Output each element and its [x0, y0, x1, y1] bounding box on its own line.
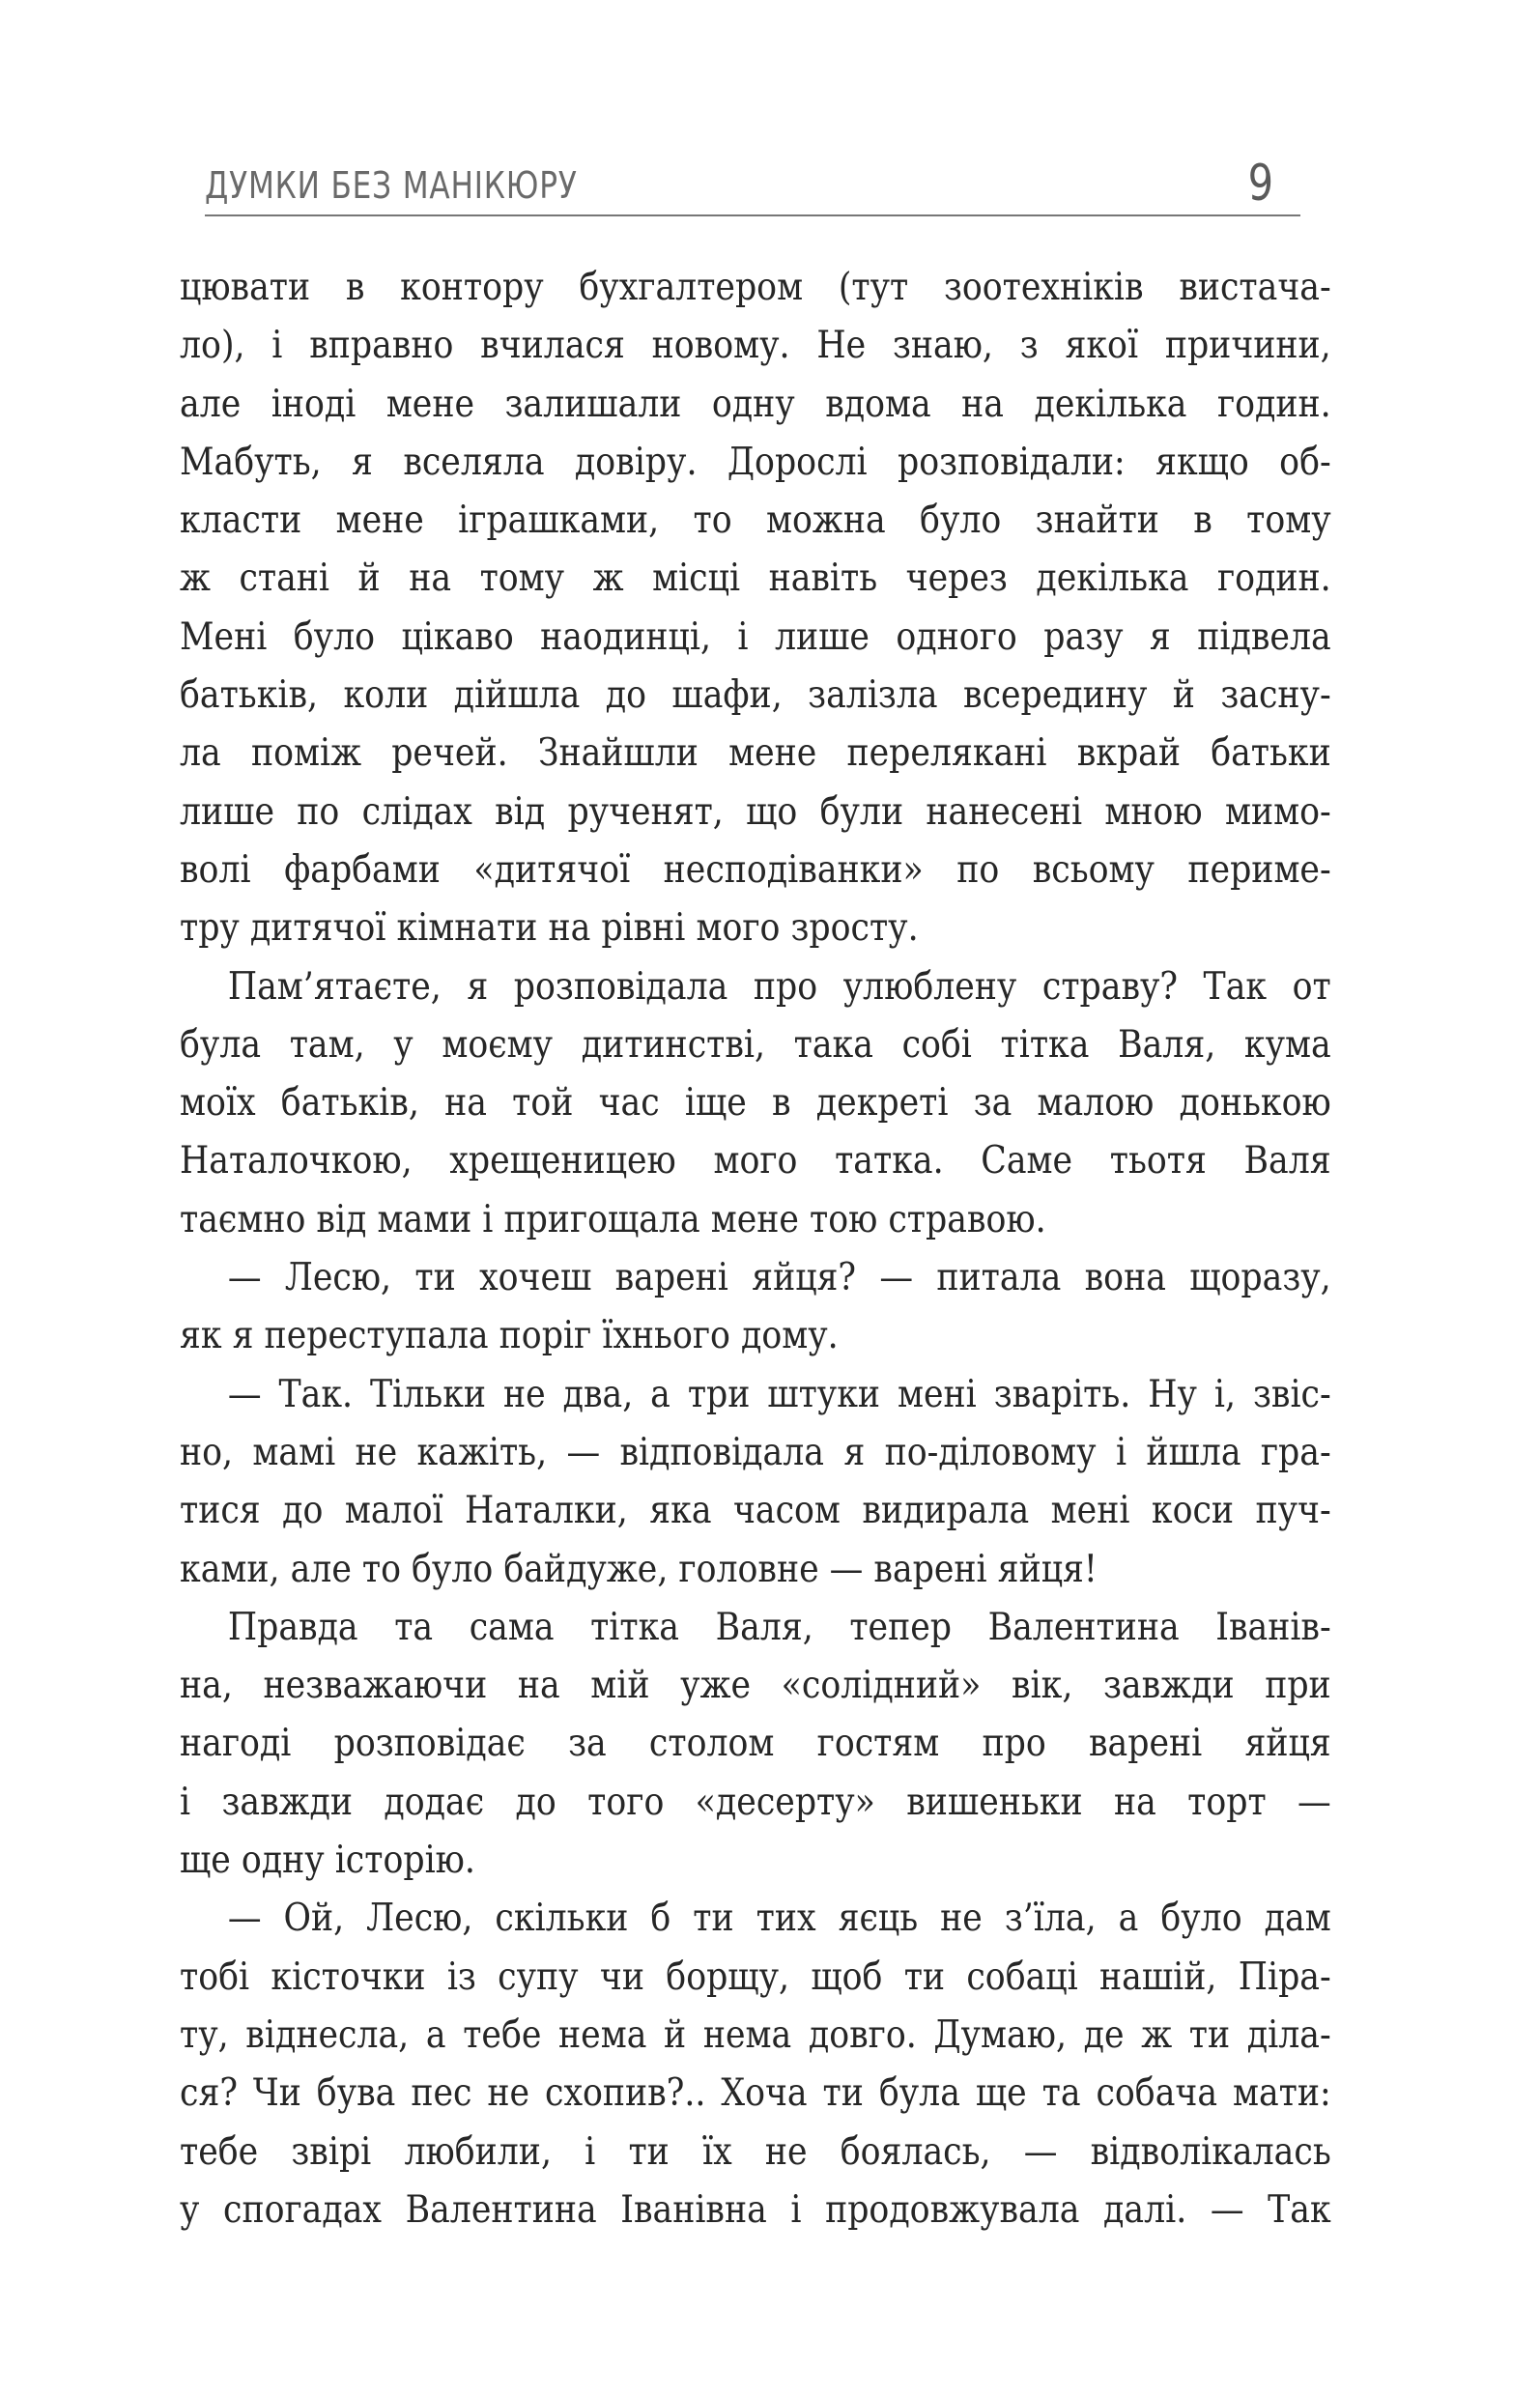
text-line: у спогадах Валентина Іванівна і продовжувала далі. — Так: [180, 2187, 1331, 2232]
text-line: Наталочкою, хрещеницею мого татка. Саме тьотя Валя: [180, 1139, 1331, 1184]
text-line: — Так. Тільки не два, а три штуки мені зваріть. Ну і, звіс-: [227, 1372, 1331, 1416]
running-header: [205, 155, 1300, 216]
text-line: ж стані й на тому ж місці навіть через декілька годин.: [180, 556, 1331, 601]
text-line: ками, але то було байдуже, головне — варені яйця!: [180, 1547, 1098, 1591]
text-line: на, незважаючи на мій уже «солідний» вік, завжди при: [180, 1664, 1331, 1708]
text-line: тися до малої Наталки, яка часом видирала мені коси пуч-: [180, 1489, 1331, 1533]
text-line: як я переступала поріг їхнього дому.: [180, 1314, 839, 1358]
text-line: цювати в контору бухгалтером (тут зоотехніків вистача-: [180, 266, 1331, 309]
text-line: тебе звірі любили, і ти їх не боялась, — відволікалась: [180, 2129, 1331, 2174]
text-line: — Лесю, ти хочеш варені яйця? — питала вона щоразу,: [227, 1256, 1331, 1300]
text-line: Правда та сама тітка Валя, тепер Валентина Іванів-: [227, 1605, 1331, 1649]
text-line: — Ой, Лесю, скільки б ти тих яєць не з’їла, а було дам: [227, 1897, 1331, 1941]
text-line: тру дитячої кімнати на рівні мого зросту.: [180, 906, 919, 951]
text-line: ся? Чи бува пес не схопив?.. Хоча ти була ще та собача мати:: [180, 2071, 1331, 2116]
text-line: таємно від мами і пригощала мене тою стравою.: [180, 1197, 1046, 1241]
header-rule: [205, 214, 1300, 216]
text-line: лише по слідах від рученят, що були нанесені мною мимо-: [180, 789, 1331, 834]
text-line: ще одну історію.: [180, 1839, 475, 1883]
text-line: моїх батьків, на той час іще в декреті за малою донькою: [180, 1081, 1331, 1126]
book-title: ДУМКИ БЕЗ МАНІКЮРУ: [205, 164, 578, 207]
text-line: ло), і вправно вчилася новому. Не знаю, з якої причини,: [180, 324, 1331, 368]
text-line: ла поміж речей. Знайшли мене перелякані вкрай батьки: [180, 731, 1331, 776]
text-line: тобі кісточки із супу чи борщу, щоб ти собаці нашій, Піра-: [180, 1954, 1331, 1999]
text-line: батьків, коли дійшла до шафи, залізла всередину й засну-: [180, 673, 1331, 718]
text-line: Пам’ятаєте, я розповідала про улюблену страву? Так от: [227, 964, 1331, 1009]
page-number: 9: [1247, 155, 1273, 213]
text-line: ту, віднесла, а тебе нема й нема довго. Думаю, де ж ти діла-: [180, 2012, 1331, 2057]
body-text: [180, 259, 1331, 2239]
text-line: і завжди додає до того «десерту» вишеньки на торт —: [180, 1780, 1331, 1824]
text-line: волі фарбами «дитячої несподіванки» по всьому периме-: [180, 847, 1331, 892]
text-line: Мені було цікаво наодинці, і лише одного разу я підвела: [180, 614, 1331, 659]
text-line: була там, у моєму дитинстві, така собі тітка Валя, кума: [180, 1022, 1331, 1067]
text-line: класти мене іграшками, то можна було знайти в тому: [180, 499, 1331, 543]
text-line: але іноді мене залишали одну вдома на декілька годин.: [180, 382, 1331, 426]
text-line: Мабуть, я вселяла довіру. Дорослі розповідали: якщо об-: [180, 440, 1331, 484]
text-line: но, мамі не кажіть, — відповідала я по-діловому і йшла гра-: [180, 1430, 1331, 1474]
text-line: нагоді розповідає за столом гостям про варені яйця: [180, 1722, 1331, 1766]
